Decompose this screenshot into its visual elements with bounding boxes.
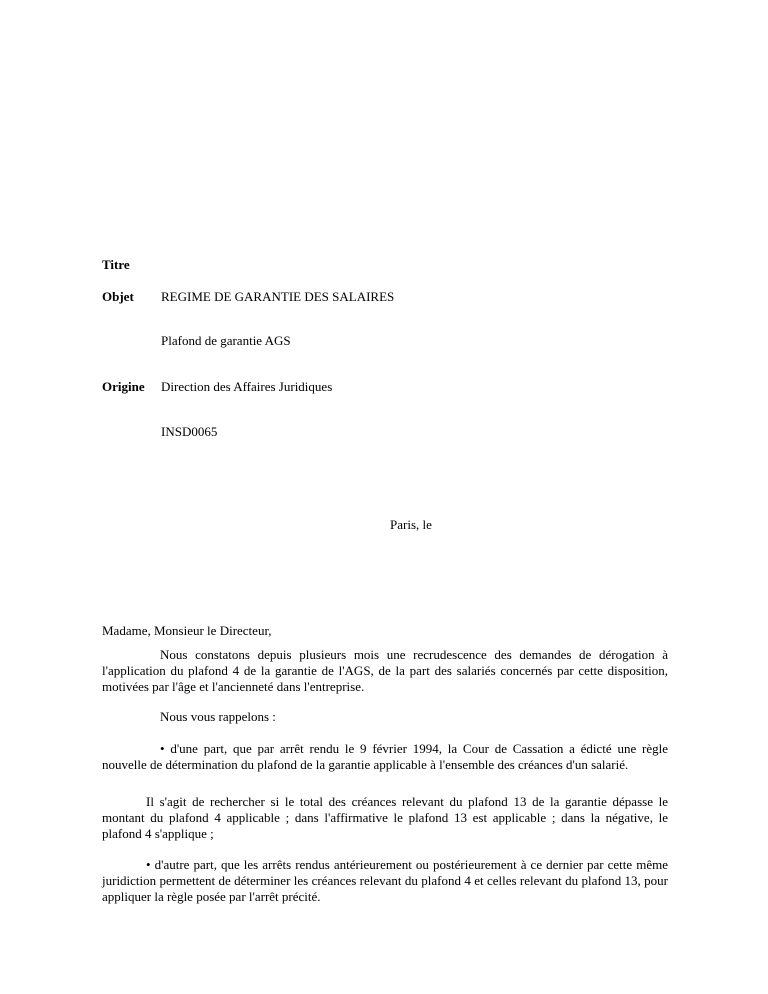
objet-label: Objet xyxy=(102,289,134,304)
origine-line-2: INSD0065 xyxy=(161,424,218,439)
paragraph-5 xyxy=(102,857,668,905)
origine-label: Origine xyxy=(102,379,145,394)
bullet-icon: • xyxy=(160,741,165,756)
paragraph-4: Il s'agit de rechercher si le total des créances relevant du plafond 13 de la garantie dépasse le montant du plafond 4 applicable ; dans l'affirmative le plafond 13 est applicable ; dans la négative, le plafond 4 s'applique ; xyxy=(102,794,668,841)
bullet-icon: • xyxy=(146,857,151,872)
paragraph-3 xyxy=(102,741,668,773)
origine-line-1: Direction des Affaires Juridiques xyxy=(161,379,333,394)
titre-label: Titre xyxy=(102,257,130,272)
paragraph-5-text: d'autre part, que les arrêts rendus antérieurement ou postérieurement à ce dernier par cette même juridiction permettent de déterminer les créances relevant du plafond 4 et celles relevant du plafond 13, pour appliquer la règle posée par l'arrêt précité. xyxy=(102,857,668,904)
objet-line-1: REGIME DE GARANTIE DES SALAIRES xyxy=(161,289,395,304)
objet-line-2: Plafond de garantie AGS xyxy=(161,333,291,348)
paragraph-3-text: d'une part, que par arrêt rendu le 9 février 1994, la Cour de Cassation a édicté une règle nouvelle de détermination du plafond de la garantie applicable à l'ensemble des créances d'un salarié. xyxy=(102,741,668,772)
salutation: Madame, Monsieur le Directeur, xyxy=(102,623,272,638)
paragraph-2: Nous vous rappelons : xyxy=(160,709,276,724)
place-date: Paris, le xyxy=(390,517,432,532)
paragraph-1: Nous constatons depuis plusieurs mois une recrudescence des demandes de dérogation à l'application du plafond 4 de la garantie de l'AGS, de la part des salariés concernés par cette disposition, motivées par l'âge et l'ancienneté dans l'entreprise. xyxy=(102,647,668,694)
